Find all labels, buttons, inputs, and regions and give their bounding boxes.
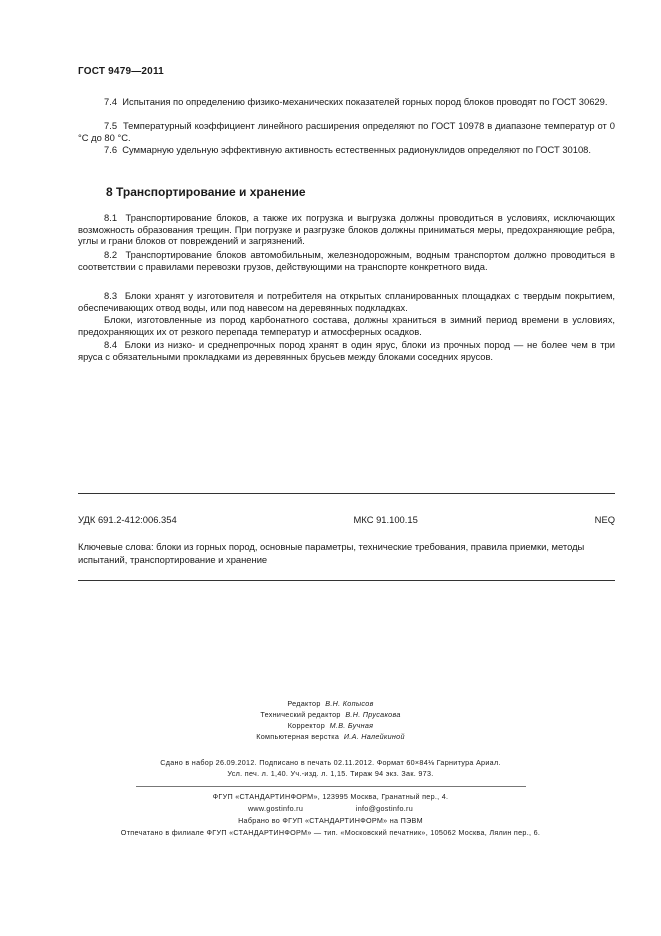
clause-number: 8.4 — [104, 339, 118, 350]
clause-text: Блоки, изготовленные из пород карбонатного состава, должны храниться в зимний период времени в условиях, предохраняющих их от резкого перепада температур и атмосферных осадков. — [78, 314, 615, 337]
tech-editor-line — [0, 709, 661, 720]
role: Компьютерная верстка — [256, 732, 340, 741]
publisher-contacts — [0, 803, 661, 814]
person: И.А. Налейкиной — [343, 732, 405, 741]
role: Редактор — [287, 699, 321, 708]
clause-8-1 — [78, 212, 615, 247]
clause-number: 8.1 — [104, 212, 118, 223]
clause-text: Блоки из низко- и среднепрочных пород хранят в один ярус, блоки из прочных пород — не более чем в три яруса с обязательными прокладками из деревянных брусьев между блоками соседних ярусов. — [78, 339, 616, 362]
clause-text: Температурный коэффициент линейного расширения определяют по ГОСТ 10978 в диапазоне температур от 0 °С до 80 °С. — [78, 120, 615, 143]
person: В.Н. Прусакова — [345, 710, 401, 719]
print-info-1: Сдано в набор 26.09.2012. Подписано в печать 02.11.2012. Формат 60×84⅛ Гарнитура Ариал. — [160, 758, 501, 767]
printed-info: Отпечатано в филиале ФГУП «СТАНДАРТИНФОРМ» — тип. «Московский печатник», 105062 Москва, Лялин пер., 6. — [120, 828, 541, 837]
clause-number: 7.5 — [104, 120, 118, 131]
divider-bottom — [78, 580, 615, 581]
person: В.Н. Копысов — [325, 699, 374, 708]
typeset-info: Набрано во ФГУП «СТАНДАРТИНФОРМ» на ПЭВМ — [238, 816, 423, 825]
print-info-2: Усл. печ. л. 1,40. Уч.-изд. л. 1,15. Тираж 94 экз. Зак. 973. — [227, 769, 434, 778]
clause-7-4 — [78, 96, 615, 108]
person: М.В. Бучная — [329, 721, 374, 730]
clause-text: Суммарную удельную эффективную активность естественных радионуклидов определяют по ГОСТ 30108. — [122, 144, 591, 155]
role: Технический редактор — [260, 710, 341, 719]
clause-8-3-cont — [78, 314, 615, 337]
neq-label: NEQ — [594, 514, 615, 525]
role: Корректор — [287, 721, 325, 730]
layout-line — [0, 731, 661, 742]
clause-text: Транспортирование блоков автомобильным, железнодорожным, водным транспортом должно проводиться в соответствии с правилами перевозки грузов, действующими на транспорте конкретного вида. — [78, 249, 615, 272]
clause-number: 8.3 — [104, 290, 118, 301]
clause-8-3 — [78, 290, 615, 313]
clause-text: Транспортирование блоков, а также их погрузка и выгрузка должны проводиться в условиях, исключающих возможность образования трещин. При погрузке и разгрузке блоков должны приниматься меры, предохраняющие ребра, углы и грани блоков от повреждений и загрязнений. — [78, 212, 615, 247]
mks-code: МКС 91.100.15 — [353, 514, 418, 525]
document-header: ГОСТ 9479—2011 — [78, 66, 164, 77]
clause-text: Испытания по определению физико-механических показателей горных пород блоков проводят по ГОСТ 30629. — [122, 96, 608, 107]
classification-row — [78, 514, 615, 525]
clause-number: 7.6 — [104, 144, 118, 155]
clause-8-2 — [78, 249, 615, 272]
editor-line — [0, 698, 661, 709]
section-title: 8 Транспортирование и хранение — [106, 185, 306, 199]
divider-imprint — [136, 786, 526, 787]
corrector-line — [0, 720, 661, 731]
website-link[interactable]: www.gostinfo.ru — [247, 804, 304, 813]
clause-8-4 — [78, 339, 615, 362]
email-link[interactable]: info@gostinfo.ru — [355, 804, 414, 813]
udk-code: УДК 691.2-412:006.354 — [78, 514, 177, 525]
clause-7-6 — [78, 144, 615, 156]
clause-number: 7.4 — [104, 96, 118, 107]
publisher-address: ФГУП «СТАНДАРТИНФОРМ», 123995 Москва, Гранатный пер., 4. — [212, 792, 449, 801]
clause-7-5 — [78, 120, 615, 143]
keywords: Ключевые слова: блоки из горных пород, основные параметры, технические требования, правила приемки, методы испытаний, транспортирование и хранение — [78, 541, 585, 565]
clause-number: 8.2 — [104, 249, 118, 260]
clause-text: Блоки хранят у изготовителя и потребителя на открытых спланированных площадках с твердым покрытием, обеспечивающих отвод воды, или под навесом на деревянных подкладках. — [78, 290, 616, 313]
divider-top — [78, 493, 615, 494]
